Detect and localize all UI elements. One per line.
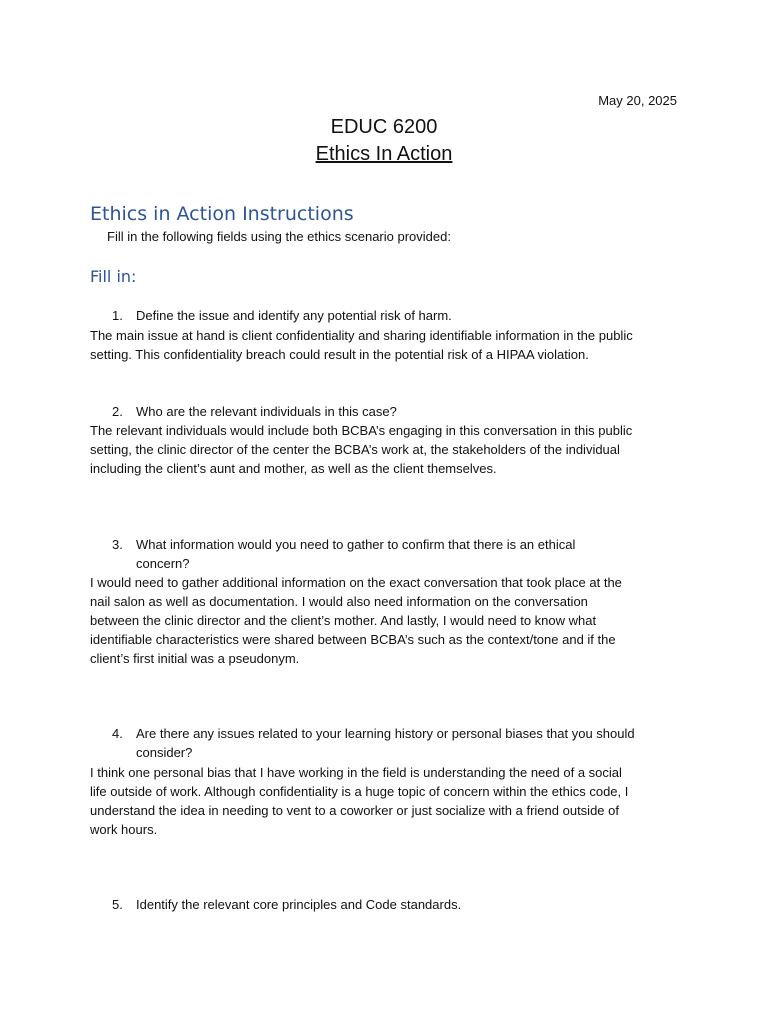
question-text: Who are the relevant individuals in this case? xyxy=(136,404,397,419)
answer-line: setting. This confidentiality breach could result in the potential risk of a HIPAA violation. xyxy=(90,347,589,362)
course-code: EDUC 6200 xyxy=(330,116,438,138)
answer-line: between the clinic director and the client’s mother. And lastly, I would need to know what xyxy=(90,613,597,628)
question-number: 1. xyxy=(112,308,123,323)
answer-line: setting, the clinic director of the center the BCBA’s work at, the stakeholders of the individual xyxy=(90,442,620,457)
question-5 xyxy=(112,895,682,914)
answer-line: life outside of work. Although confidentiality is a huge topic of concern within the ethics code, I xyxy=(90,784,629,799)
question-1 xyxy=(112,306,682,325)
answer-4 xyxy=(90,763,682,839)
answer-line: I think one personal bias that I have working in the field is understanding the need of a social xyxy=(90,765,622,780)
answer-line: work hours. xyxy=(90,822,158,837)
answer-line: nail salon as well as documentation. I would also need information on the conversation xyxy=(90,594,588,609)
answer-line: The relevant individuals would include both BCBA’s engaging in this conversation in this public xyxy=(90,423,633,438)
question-4 xyxy=(112,724,682,762)
question-text-continued: consider? xyxy=(136,745,193,760)
answer-line: understand the idea in needing to vent to a coworker or just socialize with a friend outside of xyxy=(90,803,619,818)
section-heading: Ethics in Action Instructions xyxy=(90,203,354,225)
question-text: What information would you need to gather to confirm that there is an ethical xyxy=(136,537,576,552)
answer-line: I would need to gather additional information on the exact conversation that took place at the xyxy=(90,575,622,590)
question-number: 2. xyxy=(112,404,123,419)
document-title: Ethics In Action xyxy=(315,143,453,165)
document-date: May 20, 2025 xyxy=(598,93,677,108)
question-number: 4. xyxy=(112,726,123,741)
question-text: Define the issue and identify any potential risk of harm. xyxy=(136,308,452,323)
answer-line: The main issue at hand is client confidentiality and sharing identifiable information in the public xyxy=(90,328,633,343)
answer-2 xyxy=(90,421,682,478)
question-3 xyxy=(112,535,682,573)
question-text: Are there any issues related to your learning history or personal biases that you should xyxy=(136,726,635,741)
question-text: Identify the relevant core principles and Code standards. xyxy=(136,897,462,912)
answer-line: client’s first initial was a pseudonym. xyxy=(90,651,300,666)
answer-line: including the client’s aunt and mother, as well as the client themselves. xyxy=(90,461,497,476)
answer-line: identifiable characteristics were shared between BCBA’s such as the context/tone and if the xyxy=(90,632,616,647)
question-2 xyxy=(112,402,682,421)
instructions-text: Fill in the following fields using the ethics scenario provided: xyxy=(107,229,451,244)
question-text-continued: concern? xyxy=(136,556,190,571)
answer-1 xyxy=(90,326,682,364)
question-number: 5. xyxy=(112,897,123,912)
question-number: 3. xyxy=(112,537,123,552)
section-subheading: Fill in: xyxy=(90,267,137,286)
answer-3 xyxy=(90,573,682,668)
